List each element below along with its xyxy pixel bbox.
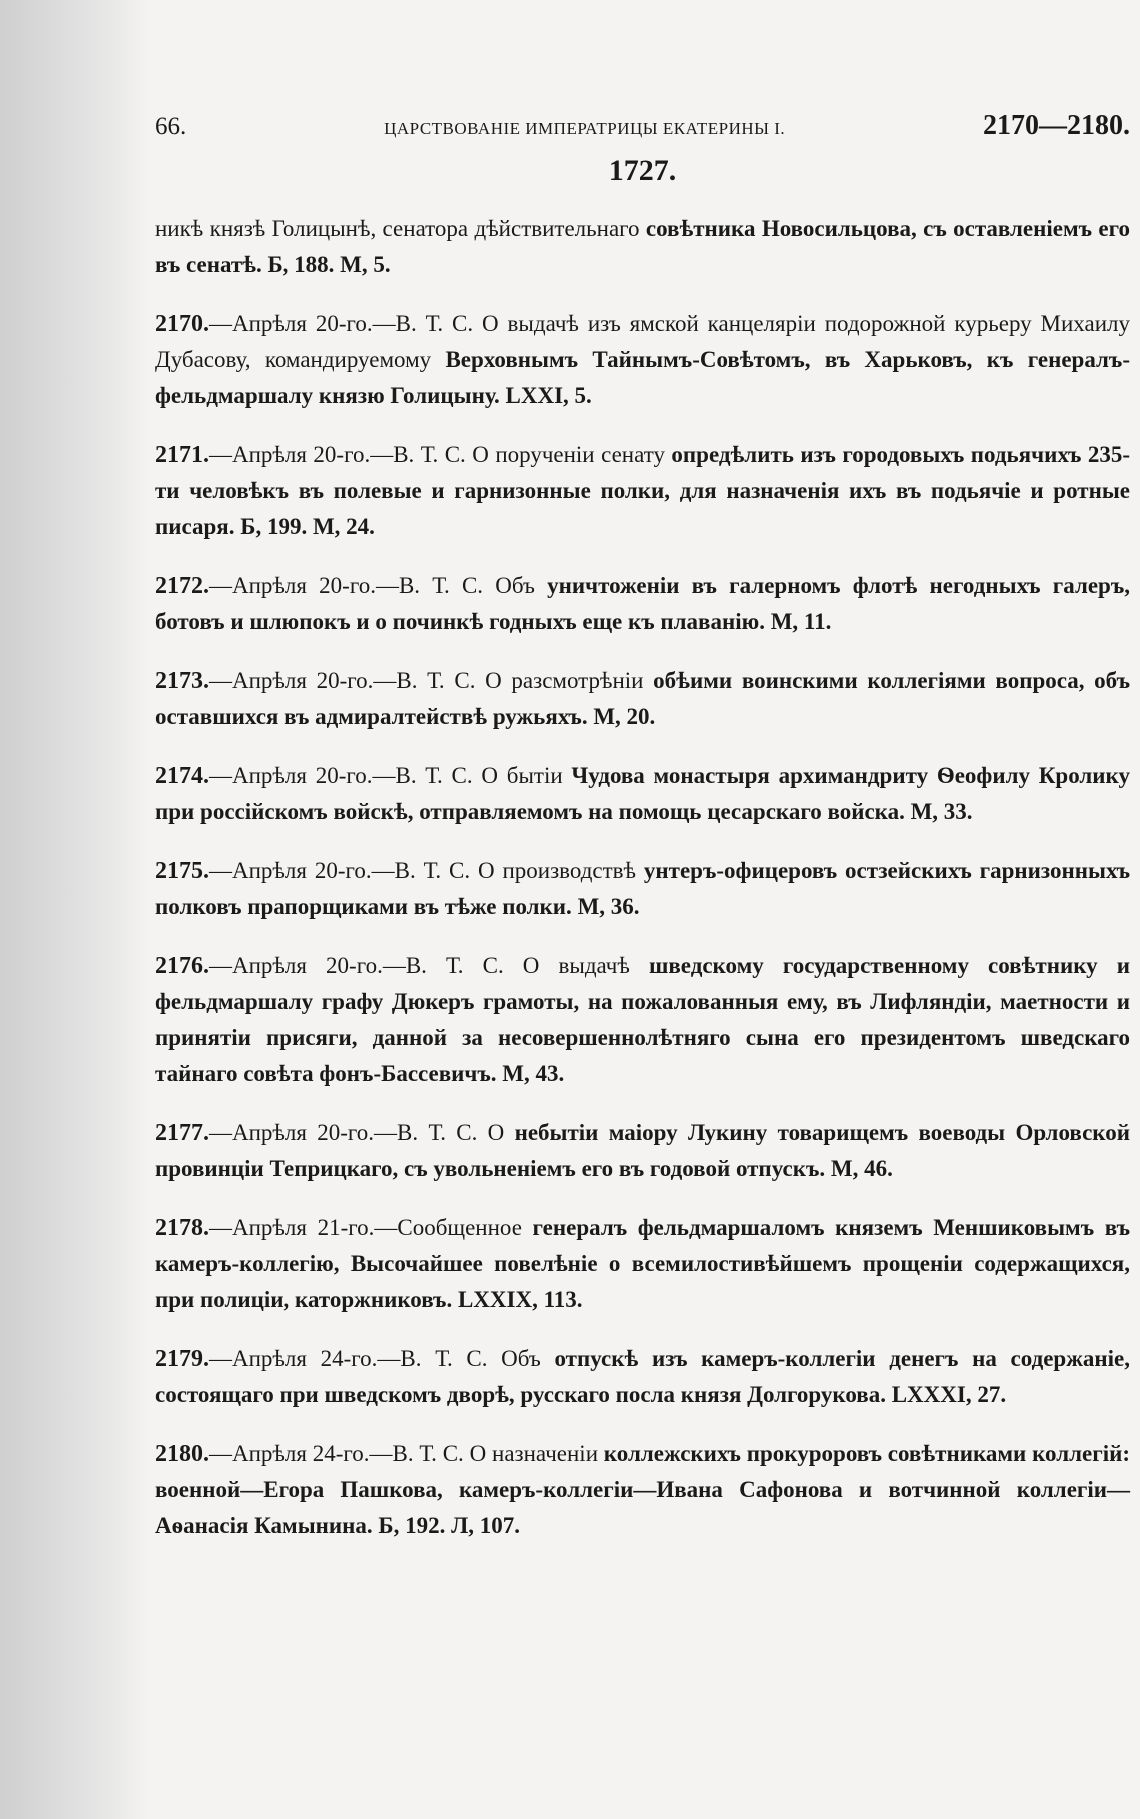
entry-summary: обѣими воинскими коллегіями вопроса, объ оставшихся въ адмиралтействѣ ружьяхъ.: [155, 668, 1130, 729]
entry-number: 2179.: [155, 1346, 209, 1372]
page-number: 66.: [155, 113, 187, 140]
entry: [155, 948, 1130, 1092]
entry-summary: Верховнымъ Тайнымъ-Совѣтомъ, въ Харьковъ, къ генералъ-фельдмаршалу князю Голицыну.: [155, 347, 1130, 408]
entry: [155, 853, 1130, 925]
entry-summary: унтеръ-офицеровъ остзейскихъ гарнизонныхъ полковъ прапорщиками въ тѣже полки.: [155, 858, 1130, 919]
entry-summary: шведскому государственному совѣтнику и фельдмаршалу графу Дюкеръ грамоты, на пожалованныя ему, въ Лифляндіи, маетности и принятіи присяги, данной за несовершеннолѣтняго сына его президентомъ шведскаго тайнаго совѣта фонъ-Бассевичъ.: [155, 953, 1130, 1086]
entry-text: —Апрѣля 24-го.—В. Т. С. О назначеніи: [209, 1441, 604, 1466]
entry: [155, 437, 1130, 545]
entry-number: 2175.: [155, 858, 209, 884]
entry-reference: Б, 188. М, 5.: [267, 252, 391, 277]
entry: [155, 1341, 1130, 1413]
entry: [155, 568, 1130, 640]
entry-summary: уничтоженіи въ галерномъ флотѣ негодныхъ галеръ, ботовъ и шлюпокъ и о починкѣ годныхъ еще къ плаванію.: [155, 573, 1131, 634]
entry-reference: LXXI, 5.: [505, 383, 592, 408]
entry-summary: коллежскихъ прокуроровъ совѣтниками коллегій: военной—Егора Пашкова, камеръ-коллегіи—Ивана Сафонова и вотчинной коллегіи—Аѳанасія Камынина.: [155, 1441, 1130, 1538]
entry-text: —Апрѣля 20-го.—В. Т. С. О разсмотрѣніи: [209, 668, 654, 693]
entry-reference: М, 20.: [593, 704, 656, 729]
entry-summary: опредѣлить изъ городовыхъ подьячихъ 235-ти человѣкъ въ полевые и гарнизонные полки, для назначенія ихъ въ подьячіе и ротные писаря.: [155, 442, 1131, 539]
entry-text: —Апрѣля 20-го.—В. Т. С. Объ: [209, 573, 548, 598]
entry-number: 2172.: [155, 573, 209, 599]
header-title: ЦАРСТВОВАНІЕ ИМПЕРАТРИЦЫ ЕКАТЕРИНЫ I.: [384, 119, 786, 138]
entry-text: —Апрѣля 20-го.—В. Т. С. О бытіи: [209, 763, 572, 788]
entry-summary: отпускѣ изъ камеръ-коллегіи денегъ на содержаніе, состоящаго при шведскомъ дворѣ, русскаго посла князя Долгорукова.: [155, 1346, 1130, 1407]
entry-reference: LXXIX, 113.: [457, 1287, 583, 1312]
entry-number: 2176.: [155, 953, 209, 979]
year-heading: 1727.: [608, 154, 677, 187]
entry-reference: Б, 199. М, 24.: [240, 514, 375, 539]
entry-text: —Апрѣля 24-го.—В. Т. С. Объ: [209, 1346, 555, 1371]
entry-summary: генералъ фельдмаршаломъ княземъ Меншиковымъ въ камеръ-коллегію, Высочайшее повелѣніе о всемилостивѣйшемъ прощеніи содержащихся, при полиціи, каторжниковъ.: [155, 1215, 1130, 1312]
entry-reference: LXXXI, 27.: [891, 1382, 1007, 1407]
entry: [155, 758, 1130, 830]
entry-reference: М, 43.: [502, 1061, 565, 1086]
entry-summary: Чудова монастыря архимандриту Ѳеофилу Кролику при россійскомъ войскѣ, отправляемомъ на помощь цесарскаго войска.: [155, 763, 1130, 824]
entry: [155, 306, 1130, 414]
document-page: [155, 110, 1130, 1564]
entry-summary: небытіи маіору Лукину товарищемъ воеводы Орловской провинціи Теприцкаго, съ увольненіемъ его въ годовой отпускъ.: [155, 1120, 1130, 1181]
scan-shadow: [0, 0, 150, 1819]
entry-reference: М, 36.: [577, 894, 640, 919]
entry-text: —Апрѣля 20-го.—В. Т. С. О выдачѣ изъ ямской канцеляріи подорожной курьеру Михаилу Дубасову, командируемому: [155, 311, 1130, 372]
entry-text: —Апрѣля 20-го.—В. Т. С. О выдачѣ: [209, 953, 649, 978]
running-header: [155, 110, 1130, 142]
entry-number: 2180.: [155, 1441, 209, 1467]
entry-number: 2171.: [155, 442, 209, 468]
entries-list: [155, 211, 1130, 1544]
entry-reference: Б, 192. Л, 107.: [378, 1513, 521, 1538]
entry-summary: совѣтника Новосильцова, съ оставленіемъ его въ сенатѣ.: [155, 216, 1130, 277]
entry-reference: М, 33.: [910, 799, 973, 824]
entry-text: —Апрѣля 20-го.—В. Т. С. О порученіи сенату: [209, 442, 672, 467]
entry: [155, 1115, 1130, 1187]
entry-reference: М, 46.: [830, 1156, 893, 1181]
entry-number: 2177.: [155, 1120, 209, 1146]
entry: [155, 211, 1130, 283]
entry-number: 2173.: [155, 668, 209, 694]
entry-text: никѣ князѣ Голицынѣ, сенатора дѣйствительнаго: [155, 216, 646, 241]
entry-text: —Апрѣля 20-го.—В. Т. С. О: [209, 1120, 515, 1145]
entry: [155, 1210, 1130, 1318]
entry-range: 2170—2180.: [983, 110, 1130, 141]
entry-number: 2178.: [155, 1215, 209, 1241]
entry-text: —Апрѣля 20-го.—В. Т. С. О производствѣ: [209, 858, 644, 883]
entry: [155, 663, 1130, 735]
entry-number: 2170.: [155, 311, 209, 337]
entry-number: 2174.: [155, 763, 209, 789]
entry-text: —Апрѣля 21-го.—Сообщенное: [209, 1215, 533, 1240]
entry: [155, 1436, 1130, 1544]
entry-reference: М, 11.: [770, 609, 832, 634]
